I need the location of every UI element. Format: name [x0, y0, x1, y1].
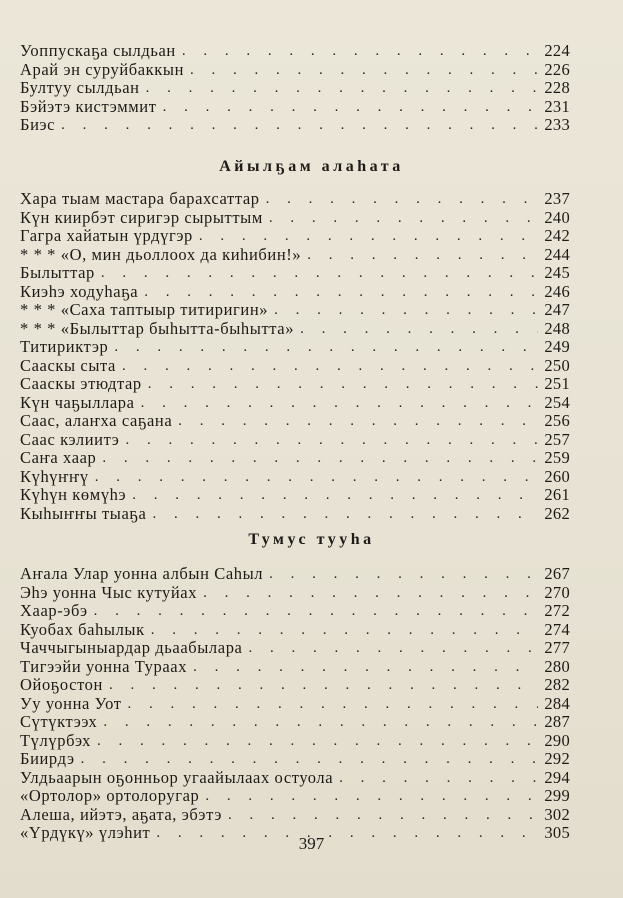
- toc-entry-page: 267: [544, 564, 570, 583]
- toc-entry-page: 248: [544, 318, 570, 338]
- toc-entry-page: 274: [544, 619, 570, 639]
- toc-entry-page: 302: [544, 804, 570, 824]
- toc-entry-title: Гагра хайатын үрдүгэр: [20, 226, 193, 245]
- dot-leader: [187, 658, 538, 677]
- toc-entry-title: Алеша, ийэтэ, аҕата, эбэтэ: [20, 804, 223, 824]
- toc-entry: [20, 602, 570, 621]
- dot-leader: [103, 676, 538, 695]
- toc-entry-title: Хара тыам мастара барахсаттар: [20, 189, 260, 208]
- dot-leader: [88, 602, 538, 621]
- dot-leader: [96, 449, 538, 468]
- toc-entry-page: 228: [544, 78, 570, 97]
- dot-leader: [89, 468, 538, 487]
- toc-entry: [20, 320, 570, 339]
- dot-leader: [260, 190, 538, 209]
- toc-entry-page: 226: [544, 59, 570, 79]
- toc-entry-page: 231: [544, 96, 570, 116]
- toc-entry-title: Күн чаҕыллара: [20, 392, 135, 412]
- dot-leader: [184, 61, 538, 80]
- toc-entry-title: Саас, алаҥха саҕана: [20, 411, 173, 430]
- dot-leader: [122, 695, 538, 714]
- dot-leader: [91, 732, 538, 751]
- toc-entry: [20, 486, 570, 505]
- toc-entry: [20, 42, 570, 61]
- toc-entry: [20, 98, 570, 117]
- toc-section: [20, 190, 570, 523]
- toc-entry: [20, 394, 570, 413]
- section-heading: Тумус тууһа: [248, 531, 375, 548]
- toc-entry: [20, 449, 570, 468]
- toc-entry-page: 250: [544, 355, 570, 375]
- toc-entry-page: 244: [544, 244, 570, 264]
- toc-entry: [20, 375, 570, 394]
- dot-leader: [135, 394, 538, 413]
- toc-entry-page: 259: [544, 448, 570, 467]
- toc-entry-title: Эһэ уонна Чыс кутуйах: [20, 582, 198, 602]
- section-heading: Айылҕам алаһата: [219, 158, 404, 175]
- toc-entry-title: Былыттар: [20, 263, 95, 282]
- toc-entry-page: 262: [544, 503, 570, 523]
- toc-entry-title: Күһүҥҥү: [20, 466, 89, 486]
- toc-entry: [20, 357, 570, 376]
- dot-leader: [199, 787, 538, 806]
- toc-entry: [20, 658, 570, 677]
- toc-entry-title: Күн киирбэт сиригэр сырыттым: [20, 207, 263, 227]
- dot-leader: [140, 79, 538, 98]
- dot-leader: [97, 713, 538, 732]
- dot-leader: [95, 264, 538, 283]
- toc-entry-page: 292: [544, 749, 570, 768]
- toc-entry: [20, 116, 570, 135]
- toc-entry: [20, 227, 570, 246]
- toc-entry-page: 277: [544, 638, 570, 657]
- toc-entry-page: 299: [544, 786, 570, 805]
- toc-entry-title: «Үрдүкү» үлэһит: [20, 823, 151, 842]
- dot-leader: [75, 750, 538, 769]
- toc-entry-page: 224: [544, 41, 570, 60]
- toc-entry-title: * * * «Былыттар быһытта-быһытта»: [20, 318, 295, 338]
- dot-leader: [126, 486, 538, 505]
- dot-leader: [55, 116, 538, 135]
- dot-leader: [222, 806, 538, 825]
- dot-leader: [138, 283, 538, 302]
- toc-entry: [20, 264, 570, 283]
- toc-entry-page: 245: [544, 263, 570, 282]
- page-number: 397: [298, 834, 325, 853]
- toc-entry-title: Арай эн суруйбаккын: [20, 59, 185, 79]
- toc-entry: [20, 338, 570, 357]
- toc-entry: [20, 676, 570, 695]
- toc-entry-title: * * * «Саха таптыыр титиригин»: [20, 300, 269, 319]
- toc-entry-title: Хаар-эбэ: [20, 601, 88, 620]
- toc-entry-title: Чаччыгыныардар дьаабылара: [20, 638, 243, 657]
- dot-leader: [116, 357, 538, 376]
- toc-entry-page: 251: [544, 374, 570, 393]
- toc-entry-page: 284: [544, 693, 570, 713]
- toc-entry: [20, 431, 570, 450]
- toc-entry: [20, 732, 570, 751]
- toc-entry-page: 257: [544, 429, 570, 449]
- toc-entry: [20, 769, 570, 788]
- toc-entry-page: 282: [544, 675, 570, 694]
- toc-entry: [20, 505, 570, 524]
- toc-entry: [20, 246, 570, 265]
- dot-leader: [108, 338, 538, 357]
- toc-entry-page: 240: [544, 207, 570, 227]
- toc-entry: [20, 787, 570, 806]
- toc-entry-page: 233: [544, 115, 570, 134]
- toc-entry-page: 294: [544, 767, 570, 787]
- toc-entry-title: Күһүн көмүһэ: [20, 485, 127, 504]
- dot-leader: [119, 431, 538, 450]
- toc-entry-title: Кыһыҥҥы тыаҕа: [20, 503, 147, 523]
- toc-entry-title: Тигээйи уонна Тураах: [20, 656, 188, 676]
- toc-entry-title: «Ортолор» ортолоругар: [20, 786, 200, 805]
- toc-entry-title: Түлүрбэх: [20, 730, 91, 750]
- toc-entry: [20, 750, 570, 769]
- dot-leader: [197, 584, 538, 603]
- toc-entry-title: Биирдэ: [20, 749, 75, 768]
- dot-leader: [176, 42, 538, 61]
- toc-entry-title: Саас кэлиитэ: [20, 429, 120, 449]
- toc-entry-page: 246: [544, 281, 570, 301]
- toc-entry-title: Киэһэ ходуһаҕа: [20, 281, 139, 301]
- toc-entry: [20, 565, 570, 584]
- toc-entry: [20, 621, 570, 640]
- toc-entry: [20, 713, 570, 732]
- dot-leader: [157, 98, 538, 117]
- toc-entry: [20, 639, 570, 658]
- dot-leader: [193, 227, 538, 246]
- dot-leader: [242, 639, 538, 658]
- toc-entry-title: Сүтүктээх: [20, 712, 98, 731]
- toc-entry: [20, 301, 570, 320]
- toc-entry-page: 249: [544, 337, 570, 356]
- toc-entry-page: 256: [544, 411, 570, 430]
- toc-entry-page: 287: [544, 712, 570, 731]
- toc-entry-page: 261: [544, 485, 570, 504]
- toc-entry-page: 290: [544, 730, 570, 750]
- toc-entry-page: 254: [544, 392, 570, 412]
- dot-leader: [268, 301, 538, 320]
- dot-leader: [145, 621, 538, 640]
- toc-entry-page: 272: [544, 601, 570, 620]
- toc-entry: [20, 79, 570, 98]
- toc-entry-title: Саҥа хаар: [20, 448, 97, 467]
- toc-entry: [20, 190, 570, 209]
- dot-leader: [294, 320, 538, 339]
- toc-entry-title: Биэс: [20, 115, 56, 134]
- toc-entry-title: Улдьаарын оҕонньор угаайылаах остуола: [20, 767, 334, 787]
- dot-leader: [333, 769, 538, 788]
- toc-entry: [20, 412, 570, 431]
- dot-leader: [172, 412, 538, 431]
- toc-entry-title: Сааскы этюдтар: [20, 374, 142, 393]
- toc-entry-page: 280: [544, 656, 570, 676]
- toc-entry: [20, 695, 570, 714]
- toc-entry-title: Уу уонна Уот: [20, 693, 122, 713]
- toc-entry-page: 260: [544, 466, 570, 486]
- dot-leader: [142, 375, 538, 394]
- toc-section: [20, 565, 570, 843]
- toc-entry: [20, 283, 570, 302]
- toc-entry-title: Ойоҕостон: [20, 675, 103, 694]
- toc-entry-title: * * * «О, мин дьоллоох да киһибин!»: [20, 244, 302, 264]
- dot-leader: [263, 209, 538, 228]
- toc-entry-title: Сааскы сыта: [20, 355, 116, 375]
- dot-leader: [146, 505, 538, 524]
- toc-entry-title: Куобах баһылык: [20, 619, 145, 639]
- toc-entry-title: Бэйэтэ кистэммит: [20, 96, 157, 116]
- toc-entry: [20, 584, 570, 603]
- toc-entry: [20, 806, 570, 825]
- toc-entry-title: Титириктэр: [20, 337, 109, 356]
- toc-entry-title: Уоппускаҕа сылдьан: [20, 41, 176, 60]
- dot-leader: [263, 565, 538, 584]
- toc-entry-title: Бултуу сылдьан: [20, 78, 140, 97]
- toc-section-continued: [20, 42, 570, 135]
- toc-entry-page: 247: [544, 300, 570, 319]
- toc-entry-page: 270: [544, 582, 570, 602]
- dot-leader: [301, 246, 538, 265]
- toc-entry: [20, 209, 570, 228]
- toc-entry-page: 242: [544, 226, 570, 245]
- toc-entry: [20, 468, 570, 487]
- toc-entry-page: 305: [544, 823, 570, 842]
- toc-entry-page: 237: [544, 189, 570, 208]
- toc-entry-title: Аҥала Улар уонна албын Саһыл: [20, 564, 264, 583]
- toc-entry: [20, 61, 570, 80]
